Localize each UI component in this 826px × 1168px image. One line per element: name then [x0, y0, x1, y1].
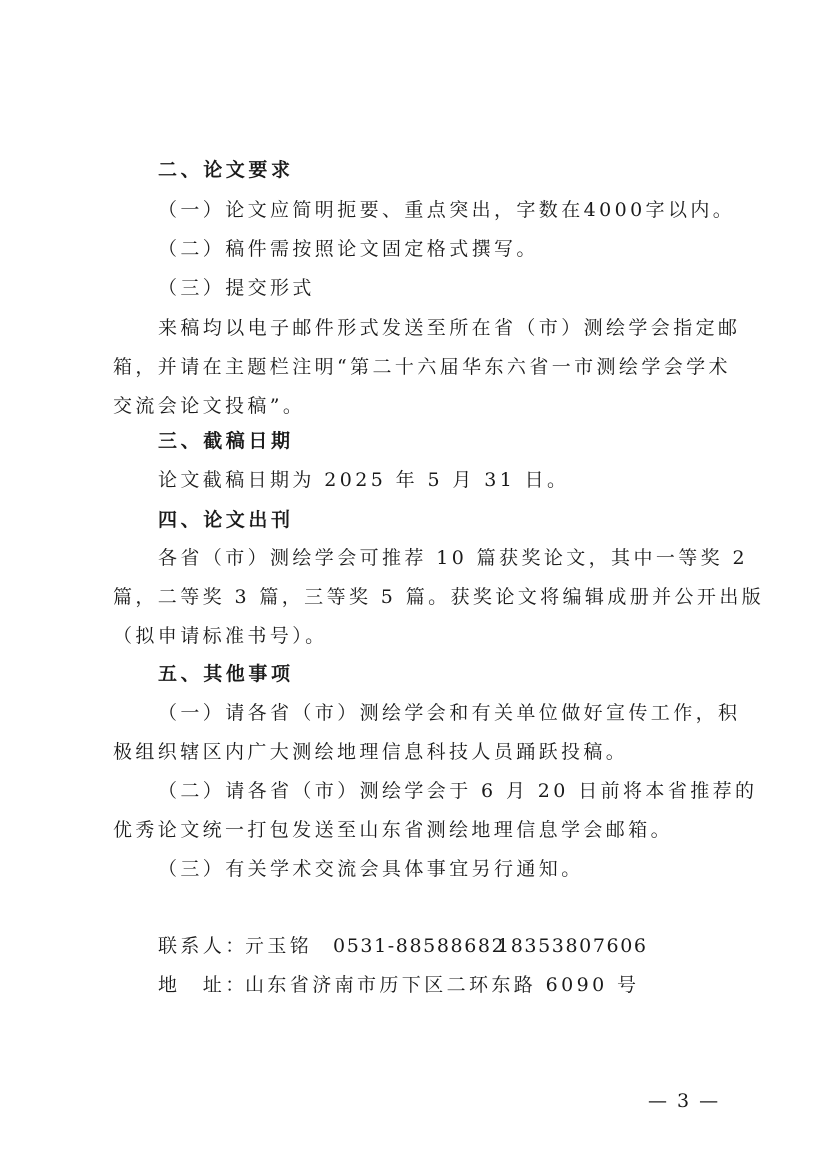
- publication-paragraph-line-1: 各省（市）测绘学会可推荐 10 篇获奖论文，其中一等奖 2: [158, 547, 748, 569]
- contact-phone-landline: 0531-88588682: [333, 935, 506, 957]
- other-item-2-line-2: 优秀论文统一打包发送至山东省测绘地理信息学会邮箱。: [113, 819, 674, 841]
- submission-paragraph-line-1: 来稿均以电子邮件形式发送至所在省（市）测绘学会指定邮: [158, 317, 741, 339]
- section-heading-requirements: 二、论文要求: [158, 159, 294, 181]
- contact-name: 亓玉铭: [245, 935, 313, 957]
- address-label: 地 址：: [158, 974, 248, 996]
- contact-phone-mobile: 18353807606: [497, 935, 648, 957]
- section-heading-other: 五、其他事项: [158, 663, 294, 685]
- address-text: 山东省济南市历下区二环东路 6090 号: [245, 974, 640, 996]
- submission-paragraph-line-2: 箱，并请在主题栏注明“第二十六届华东六省一市测绘学会学术: [113, 356, 731, 378]
- other-item-1-line-1: （一）请各省（市）测绘学会和有关单位做好宣传工作，积: [158, 702, 741, 724]
- requirement-item-2: （二）稿件需按照论文固定格式撰写。: [158, 238, 539, 260]
- section-heading-publication: 四、论文出刊: [158, 509, 294, 531]
- contact-label: 联系人：: [158, 935, 248, 957]
- publication-paragraph-line-3: （拟申请标准书号）。: [113, 625, 328, 647]
- other-item-3: （三）有关学术交流会具体事宜另行通知。: [158, 858, 584, 880]
- deadline-text: 论文截稿日期为 2025 年 5 月 31 日。: [158, 469, 570, 491]
- section-heading-deadline: 三、截稿日期: [158, 430, 294, 452]
- publication-paragraph-line-2: 篇，二等奖 3 篇，三等奖 5 篇。获奖论文将编辑成册并公开出版: [113, 586, 765, 608]
- requirement-item-3: （三）提交形式: [158, 277, 315, 299]
- submission-paragraph-line-3: 交流会论文投稿”。: [113, 395, 306, 417]
- requirement-item-1: （一）论文应简明扼要、重点突出，字数在4000字以内。: [158, 199, 736, 221]
- other-item-1-line-2: 极组织辖区内广大测绘地理信息科技人员踊跃投稿。: [113, 741, 629, 763]
- page-number: — 3 —: [648, 1090, 721, 1112]
- other-item-2-line-1: （二）请各省（市）测绘学会于 6 月 20 日前将本省推荐的: [158, 780, 758, 802]
